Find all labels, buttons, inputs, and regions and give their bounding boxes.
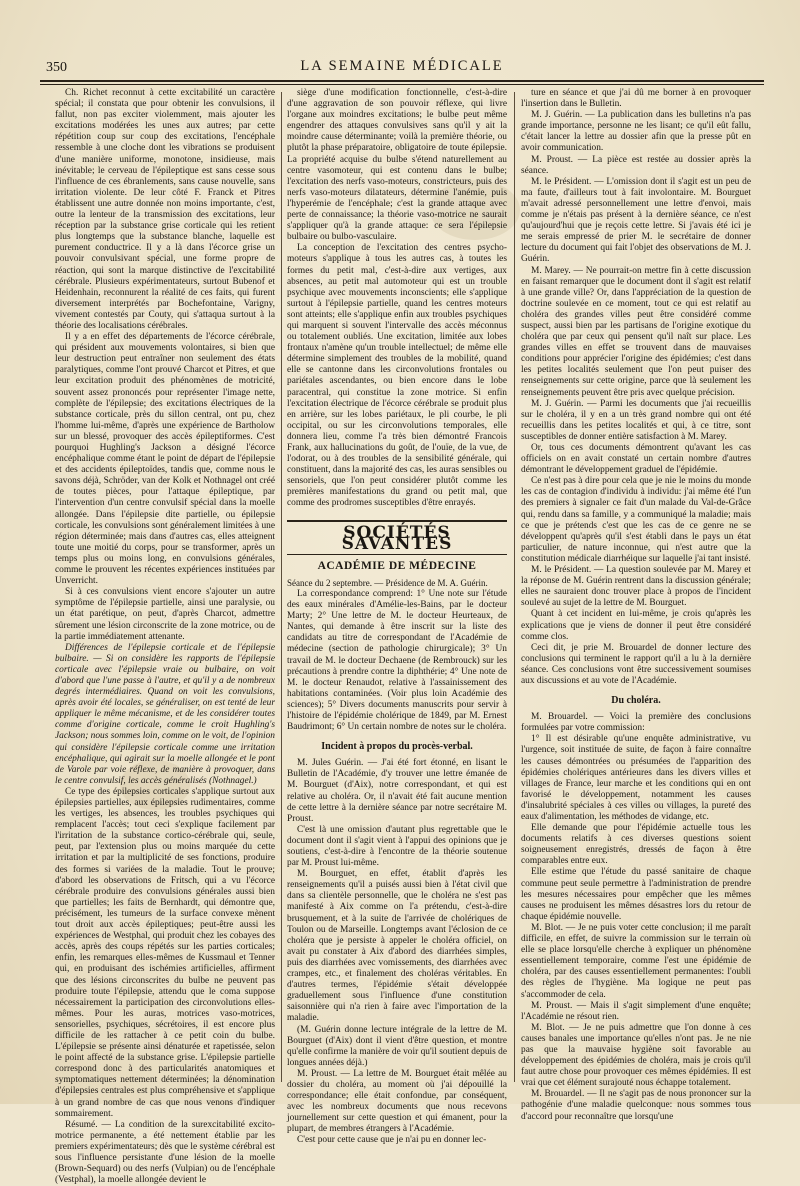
paragraph: Quant à cet incident en lui-même, je crois qu'après les explications que je viens de donner il peut être considéré comme clos. [521, 609, 751, 642]
paragraph: M. Brouardel. — Voici la première des conclusions formulées par votre commission: [521, 712, 751, 734]
paragraph: C'est là une omission d'autant plus regrettable que le document dont il s'agit vient à l'appui des opinions que je soutiens, c'est-à-dire à l'encontre de la théorie soutenue par M. Proust lui-même. [287, 824, 507, 869]
paragraph: M. J. Guérin. — La publication dans les bulletins n'a pas grande importance, personne ne les lisant; ce qu'il eût fallu, c'était lancer la lettre au dossier afin que la presse pût en avoir communication. [521, 110, 751, 154]
paragraph: siège d'une modification fonctionnelle, c'est-à-dire d'une aggravation de son pouvoir réflexe, qui livre l'organe aux moindres excitations; le bulbe peut même engendrer des attaques convulsives sans qu'il y ait la moindre cause déterminante; voilà la première théorie, ou plutôt la phase préparatoire, obligatoire de toute épilepsie. La propriété acquise du bulbe s'étend naturellement au centre vasomoteur, qui est contenu dans le bulbe; l'excitation des nerfs vaso-moteurs, constricteurs, puis des nerfs vaso-moteurs dilatateurs, détermine l'anémie, puis l'hyperémie de l'encéphale; c'est la grande attaque avec perte de connaissance; la théorie vaso-motrice ne saurait s'appliquer qu'à la grande attaque: ce sera l'épilepsie bulbaire ou bulbo-vasculaire. [287, 88, 507, 243]
paragraph: Ch. Richet reconnut à cette excitabilité un caractère spécial; il constata que pour obtenir les convulsions, il fallut, non pas exciter violemment, mais ajouter les excitations modérées les unes aux autres; par cette répétition coup sur coup des excitations, l'encéphale ressemble à une cloche dont les vibrations se produisent d'une manière uniforme, monotone, insidieuse, mais inévitable; le cerveau de l'épileptique est sans cesse sous l'influence de ces ébranlements, sans cause nouvelle, sans irritation violente. De leur côté F. Franck et Pitres établissent une autre donnée non moins importante, c'est, outre la lenteur de la transmission des excitations, leur réception par la substance grise corticale qui les retient plus longtemps que la substance blanche, laquelle est purement conductrice. Il y a là dans l'écorce grise un pouvoir convulsivant spécial, une forme propre de réaction, qui sont la marque distinctive de l'excitabilité cérébrale. Plusieurs expérimentateurs, surtout Bubenof et Heidenhain, reconnurent la réalité de ces faits, qui furent diversement interprétés par Bochefontaine, Varigny, vivement contestés par Couty, qui s'attaqua surtout à la théorie des localisations cérébrales. [55, 88, 275, 331]
column-divider [514, 92, 515, 1082]
paragraph: M. J. Guérin. — Parmi les documents que j'ai recueillis sur le choléra, il y en a un très grand nombre qui ont été recueillis dans les petites localités et qui, à ce titre, sont susceptibles de donner entière satisfaction à M. Marey. [521, 398, 751, 442]
subsection-title: Incident à propos du procès-verbal. [321, 741, 473, 753]
academy-title: ACADÉMIE DE MÉDECINE [317, 559, 477, 572]
paragraph: M. le Président. — L'omission dont il s'agit est un peu de ma faute, d'ailleurs tout à fait involontaire. M. Bourguet m'avait adressé personnellement une lettre d'envoi, mais comme je n'étais pas présent à la dernière séance, ce n'est qu'aujourd'hui que je reçois cette lettre. Si j'avais été ici je me serais empressé de prier M. le secrétaire de donner lecture du document qui fait l'objet des observations de M. J. Guérin. [521, 176, 751, 265]
paragraph: 1° Il est désirable qu'une enquête administrative, vu l'urgence, soit instituée de suite, de façon à faire connaître les causes démontrées ou présumées de l'apparition des épidémies cholériques antérieures dans les divers villes et villages de France, leur marche et les conditions qui en ont favorisé le développement, notamment les causes d'insalubrité spéciales à ces villes ou villages, la pureté des eaux d'alimentation, les méthodes de vidange, etc. [521, 734, 751, 822]
paragraph: M. Proust. — Mais il s'agit simplement d'une enquête; l'Académie ne résout rien. [521, 1000, 751, 1022]
paragraph: Ce type des épilepsies corticales s'applique surtout aux épilepsies partielles, aux épilepsies rudimentaires, comme les vertiges, les absences, les troubles psychiques qui remplacent l'accès; tout ceci s'explique facilement par l'irritation de la substance cortico-cérébrale qui, seule, peut, par l'extension plus ou moins marquée du cette irritation et par la multiplicité de ses fonctions, produire des formes si variées de la maladie. Tout le prouve; d'abord les observations de Fritsch, qui a vu l'écorce cérébrale produire des convulsions générales aussi bien que partielles; les faits de Bernhardt, qui démontre que, précisément, les tumeurs de la surface convexe mènent tout droit aux accès épileptiques; peut-être aussi les expériences de Westphal, qui produit chez les cobayes des accès, après des coups répétés sur les parties corticales; enfin, les remarques elles-mêmes de Kussmaul et Tenner qui, en produisant des ischémies artificielles, affirment que des lésions circonscrites du bulbe ne peuvent pas produire toute l'épilepsie, attendu que le coma suppose nécessairement la participation des circonvolutions elles-mêmes. Pour les auras, motrices vaso-motrices, sensorielles, psychiques, sécrétoires, il est encore plus difficile de les rattacher à ce petit coin du bulbe. L'épilepsie se présente ainsi dénaturée et rapetissée, selon le point affecté de la substance grise. L'épilepsie partielle correspond donc à des particularités anatomiques et symptomatiques nettement déterminées; la dénomination d'épilepsies centrales est plus compréhensive et s'applique à un grand nombre de cas que nous venons d'indiquer sommairement. [55, 786, 275, 1119]
page-header [40, 58, 764, 80]
paragraph: M. Marey. — Ne pourrait-on mettre fin à cette discussion en faisant remarquer que le document dont il s'agit est relatif à une grande ville? Or, dans l'appréciation de la question de doctrine soulevée en ce moment, tout ce qui est relatif au choléra des grandes villes peut être considéré comme suspect, aussi bien par les partisans de l'origine exotique du choléra que par ceux qui pensent qu'il naît sur place. Les grandes villes en effet se trouvent dans de mauvaises conditions pour apprécier l'origine des épidémies; c'est dans les petites localités seulement que l'on peut puiser des renseignements sur cette origine, parce que là seulement les renseignements peuvent être pris avec quelque précision. [521, 265, 751, 398]
section-title: SOCIÉTÉS SAVANTES [287, 520, 507, 555]
paragraph: La conception de l'excitation des centres psycho-moteurs s'applique à tous les autres cas, à toutes les formes du petit mal, c'est-à-dire aux vertiges, aux absences, au petit mal automoteur qui est un trouble psychique avec mouvements inconscients; elle s'applique surtout à l'épilepsie partielle, quand les centres moteurs sont atteints; elle s'applique enfin aux troubles psychiques qui marquent si souvent l'intervalle des accès méconnus ou totalement oubliés. Une excitation, limitée aux lobes frontaux n'amène qu'un trouble intellectuel; de même elle détermine simplement des troubles de la mobilité, quand elle se cantonne dans les circonvolutions frontales ou pariétales ascendantes, ou bien encore dans le lobe paracentral, qui constitue la zone motrice. Si enfin l'excitation électrique de l'écorce cérébrale se produit plus en arrière, sur les lobes pariétaux, le pli courbe, le pli occipital, ou sur les circonvolutions temporales, elle donnera lieu, comme l'a très bien démontré Francois Frank, aux hallucinations du goût, de l'ouïe, de la vue, de l'odorat, ou à des troubles de la sensibilité générale, qui constituent, dans la majorité des cas, les auras sensibles ou sensoriels, que l'on peut considérer plutôt comme les premières manifestations du grand ou petit mal, que comme des prodromes susceptibles d'être enrayés. [287, 243, 507, 509]
seance-line: Séance du 2 septembre. — Présidence de M. A. Guérin. [287, 577, 488, 588]
header-rule-thin [40, 84, 764, 85]
paragraph: C'est pour cette cause que je n'ai pu en donner lec- [297, 1135, 487, 1146]
column-divider [281, 92, 282, 1082]
paragraph: M. Proust. — La pièce est restée au dossier après la séance. [521, 154, 751, 176]
paragraph: Si à ces convulsions vient encore s'ajouter un autre symptôme de l'épilepsie partielle, ainsi une paralysie, ou un état parétique, on peut, d'après Charcot, admettre sûrement une lésion circonscrite de la zone motrice, ou de la partie immédiatement attenante. [55, 587, 275, 642]
column-3 [521, 88, 751, 1122]
paragraph: Ce n'est pas à dire pour cela que je nie le moins du monde les cas de contagion d'individu à individu: j'ai même été l'un des premiers à signaler ce fait d'un malade du Val-de-Grâce qui, rendu dans sa famille, y a communiqué la maladie; mais ce que je prétends c'est que les cas de ce genre ne se développent qu'après qu'il s'est établi dans le pays un état particulier, de nature inconnue, qui n'est autre que la constitution médicale diarrhéique sur laquelle j'ai tant insisté. [521, 476, 751, 564]
paragraph: Ceci dit, je prie M. Brouardel de donner lecture des conclusions qui terminent le rapport qu'il a lu à la dernière séance. Ces conclusions vont être successivement soumises aux discussions et au vote de l'Académie. [521, 642, 751, 686]
journal-title: LA SEMAINE MÉDICALE [300, 58, 504, 74]
header-rule [40, 80, 764, 82]
paragraph: M. le Président. — La question soulevée par M. Marey et la réponse de M. Guérin rentrent dans la discussion générale; elles ne sauraient donc trouver place à propos de l'incident soulevé au sujet de la lettre de M. Bourguet. [521, 565, 751, 609]
paragraph: M. Brouardel. — Il ne s'agit pas de nous prononcer sur la pathogénie d'une maladie quelconque: nous sommes tous d'accord pour reconnaître que lorsqu'une [521, 1089, 751, 1122]
column-1 [55, 88, 275, 1186]
paragraph: Elle estime que l'étude du passé sanitaire de chaque commune peut seule permettre à l'administration de prendre les mesures nécessaires pour empêcher que les mêmes causes ne produisent les mêmes désastres lors du retour de chaque épidémie nouvelle. [521, 867, 751, 922]
paragraph: ture en séance et que j'ai dû me borner à en provoquer l'insertion dans le Bulletin. [521, 88, 751, 110]
paragraph: (M. Guérin donne lecture intégrale de la lettre de M. Bourguet (d'Aix) dont il vient d'être question, et montre qu'elle confirme la manière de voir qu'il soutient depuis de longues années déjà.) [287, 1024, 507, 1068]
page-number: 350 [46, 60, 67, 75]
paragraph: M. Proust. — La lettre de M. Bourguet était mêlée au dossier du choléra, au moment où j'ai dépouillé la correspondance; elle était confondue, par conséquent, avec les nombreux documents que nous recevons journellement sur cette question et qui émanent, pour la plupart, de membres étrangers à l'Académie. [287, 1068, 507, 1135]
paragraph: Résumé. — La condition de la surexcitabilité excito-motrice permanente, a été nettement établie par les premiers expérimentateurs; dès que le système cérébral est sous l'influence persistante d'une lésion de la moelle (Brown-Sequard) ou des nerfs (Vulpian) ou de l'encéphale (Vestphal), la moelle allongée devient le [55, 1119, 275, 1186]
paragraph: M. Jules Guérin. — J'ai été fort étonné, en lisant le Bulletin de l'Académie, d'y trouver une lettre émanée de M. Bourguet (d'Aix), notre correspondant, et qui est relative au choléra. Or, il n'avait été fait aucune mention de cette lettre à la dernière séance par notre secrétaire M. Proust. [287, 758, 507, 824]
paragraph: Il y a en effet des départements de l'écorce cérébrale, qui président aux mouvements volontaires, si bien que leur destruction peut entraîner non seulement des états paralytiques, comme l'ont prouvé Charcot et Pitres, et que leur excitation produit des phénomènes de motricité, souvent assez prononcés pour représenter l'image nette, complète de l'épilepsie; des excitations électriques de la substance corticale, près du sillon central, ont pu, chez l'homme lui-même, d'après une expérience de Bartholow sur un blessé, provoquer des accès épileptiformes. C'est pourquoi Hughling's Jackson a désigné l'écorce encéphalique comme étant le point de départ de l'épilepsie et des accidents épileptoïdes, tandis que, comme nous le savons déjà, Schröder, van der Kolk et Nothnagel ont créé de toutes pièces, pour l'attaque épileptique, par l'intervention d'un centre convulsif spécial dans la moelle allongée. Dans l'épilepsie dite partielle, ou épilepsie corticale, les convulsions sont généralement limitées à une région déterminée; mais dans d'autres cas, elles atteignent toute une moitié du corps, pour se transformer, après un temps plus ou moins long, en convulsions générales, comme le prouvent les récentes expériences instituées par Unverricht. [55, 332, 275, 587]
paragraph: Or, tous ces documents démontrent qu'avant les cas officiels on en avait constaté un certain nombre d'autres démontrant le développement graduel de l'épidémie. [521, 443, 751, 476]
paragraph: Différences de l'épilepsie corticale et de l'épilepsie bulbaire. — Si on considère les rapports de l'épilepsie corticale avec l'épilepsie vraie ou bulbaire, on voit d'abord que l'une passe à l'autre, et qu'il y a de nombreux degrés intermédiaires. Quand on voit les convulsions, après avoir été locales, se généraliser, on est tenté de leur appliquer le même mécanisme, et de les considérer toutes comme d'origine corticale, comme le croit Hughling's Jackson; nous sommes loin, comme on le voit, de l'opinion qui considère l'épilepsie corticale comme une irritation encéphalique, qui agirait sur la moelle allongée et le pont de Varole par voie réflexe, de manière à provoquer, dans le centre convulsif, les accès généralisés (Nothnagel.) [55, 642, 275, 786]
paragraph: La correspondance comprend: 1° Une note sur l'étude des eaux minérales d'Amélie-les-Bains, par le docteur Marty; 2° Une lettre de M. le docteur Heurteaux, de Nantes, qui demande à être inscrit sur la liste des candidats au titre de correspondant de l'Académie de médecine (section de pathologie chirurgicale); 3° Un travail de M. le docteur Dechaene (de Rembrouck) sur les précautions à prendre contre la diphthérie; 4° Une note de M. le docteur Renaudot, relative à l'assainissement des habitations contaminées. (Voir plus loin Académie des sciences); 5° Divers documents manuscrits pour servir à l'histoire de l'épidémie cholérique de 1849, par M. Ernest Baudrimont; 6° Un certain nombre de notes sur le choléra. [287, 588, 507, 733]
subsection-title: Du choléra. [611, 695, 661, 707]
paragraph: M. Blot. — Je ne puis admettre que l'on donne à ces causes banales une importance qu'elles n'ont pas. Je ne nie pas que la mauvaise hygiène soit favorable au développement des épidémies de choléra, mais je crois qu'il faut autre chose pour provoquer ces mêmes épidémies. Il est vrai que cet élément surajouté nous échappe totalement. [521, 1022, 751, 1089]
paragraph: M. Blot. — Je ne puis voter cette conclusion; il me paraît difficile, en effet, de suivre la commission sur le terrain où elle se place lorsqu'elle cherche à expliquer un phénomène essentiellement temporaire, comme l'est une épidémie de choléra, par des causes essentiellement permanentes: l'oubli des règles de l'hygiène. Ma logique ne peut pas s'accommoder de cela. [521, 922, 751, 1000]
paragraph: M. Bourguet, en effet, établit d'après les renseignements qu'il a puisés aussi bien à l'état civil que dans sa clientèle personnelle, que le choléra ne s'est pas manifesté à Aix comme on l'a prétendu, c'est-à-dire brusquement, et à la suite de l'arrivée de cholériques de Toulon ou de Marseille. Longtemps avant l'éclosion de ce choléra que je persiste à appeler le choléra officiel, on avait pu constater à Aix d'abord des diarrhées simples, puis des diarrhées avec vomissements, des diarrhées avec crampes, etc., et finalement des choléras véritables. En d'autres termes, l'épidémie s'était développée graduellement sous l'influence d'une constitution saisonnière qui n'a rien à faire avec l'importation de la maladie. [287, 869, 507, 1024]
column-2 [287, 88, 507, 1146]
paragraph: Elle demande que pour l'épidémie actuelle tous les documents relatifs à ces diverses questions soient soigneusement enregistrés, dressés de façon à être comparables entre eux. [521, 823, 751, 867]
